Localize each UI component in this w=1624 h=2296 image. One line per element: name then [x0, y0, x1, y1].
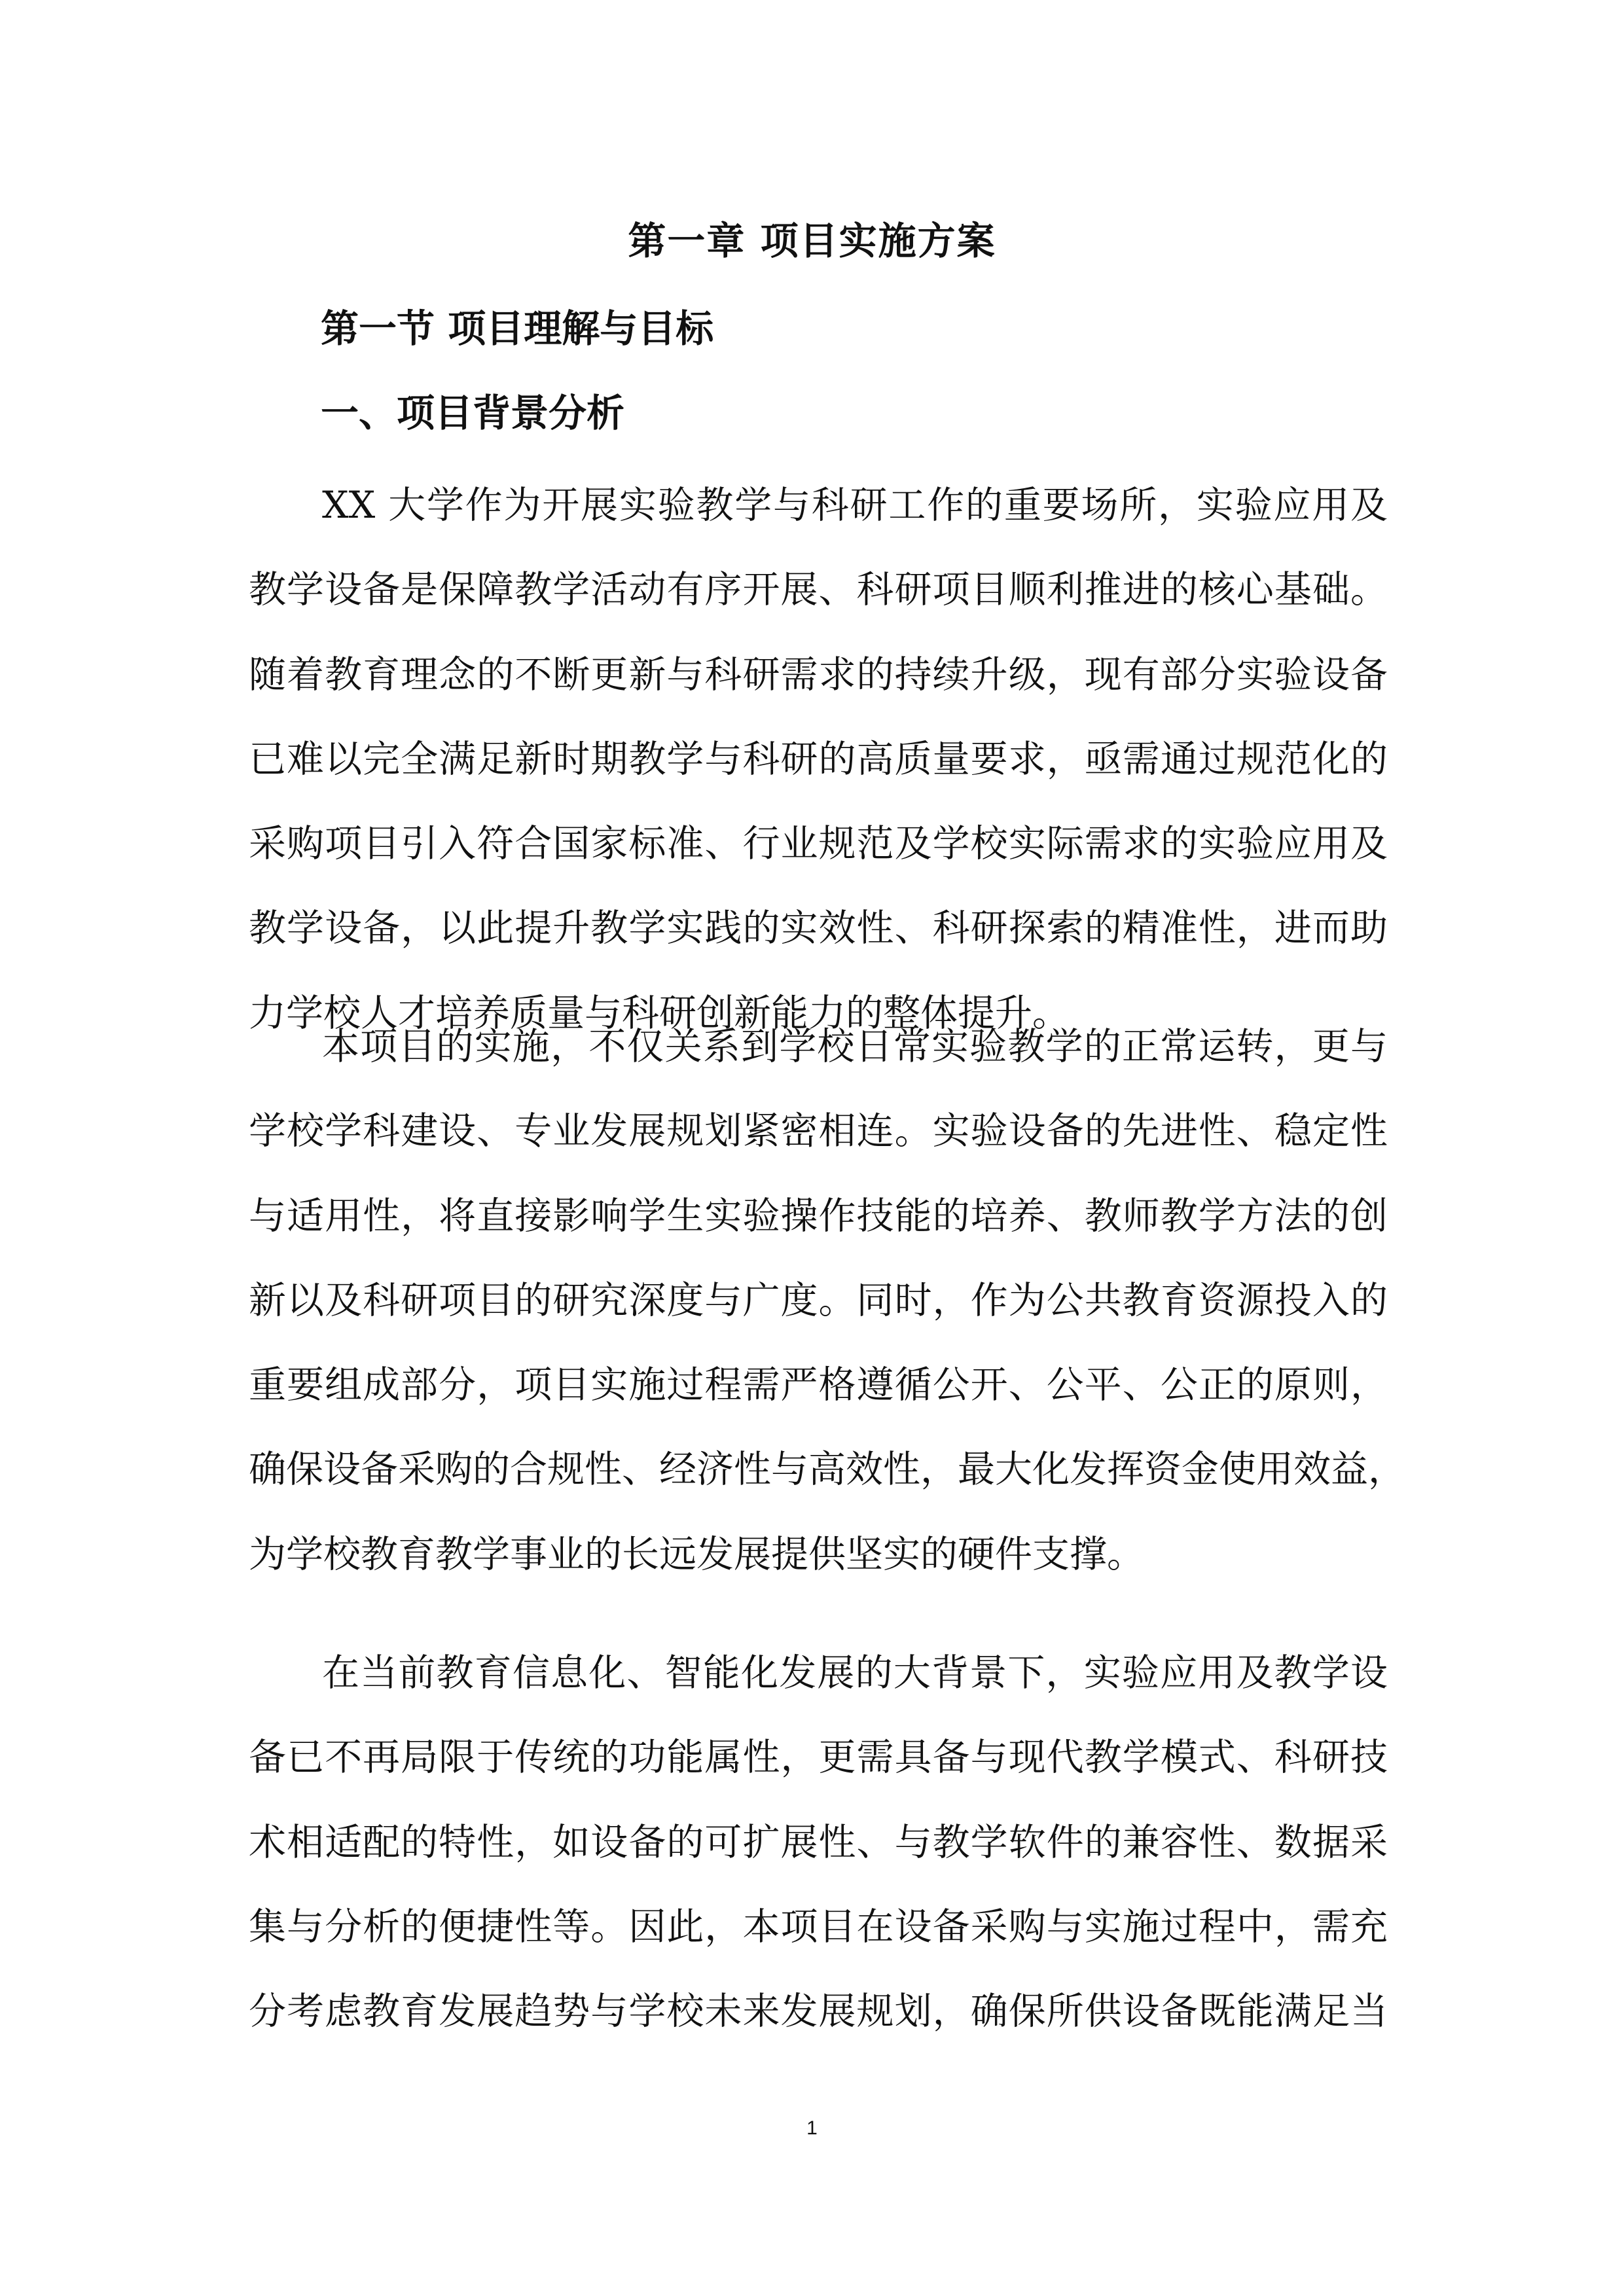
paragraph-line: 采购项目引入符合国家标准、行业规范及学校实际需求的实验应用及: [249, 822, 1388, 866]
paragraph-line: 在当前教育信息化、智能化发展的大背景下，实验应用及教学设: [322, 1651, 1388, 1695]
paragraph-line: 重要组成部分，项目实施过程需严格遵循公开、公平、公正的原则，: [249, 1363, 1388, 1407]
paragraph-line: 备已不再局限于传统的功能属性，更需具备与现代教学模式、科研技: [249, 1736, 1388, 1780]
paragraph-background-3: [249, 1631, 1388, 2054]
subsection-title: 一、项目背景分析: [321, 391, 625, 435]
paragraph-background-2: [249, 1005, 1405, 1597]
page-number: 1: [806, 2117, 818, 2139]
paragraph-line: 集与分析的便捷性等。因此，本项目在设备采购与实施过程中，需充: [249, 1905, 1388, 1948]
paragraph-line: 新以及科研项目的研究深度与广度。同时，作为公共教育资源投入的: [249, 1278, 1388, 1322]
paragraph-line: 教学设备是保障教学活动有序开展、科研项目顺利推进的核心基础。: [249, 568, 1388, 612]
paragraph-line: 教学设备，以此提升教学实践的实效性、科研探索的精准性，进而助: [249, 906, 1388, 950]
paragraph-line: 力学校人才培养质量与科研创新能力的整体提升。: [249, 991, 1070, 1035]
paragraph-line: 与适用性，将直接影响学生实验操作技能的培养、教师教学方法的创: [249, 1194, 1388, 1238]
paragraph-background-1: [249, 463, 1388, 1056]
paragraph-line: 学校学科建设、专业发展规划紧密相连。实验设备的先进性、稳定性: [249, 1109, 1388, 1153]
paragraph-line: 确保设备采购的合规性、经济性与高效性，最大化发挥资金使用效益，: [249, 1448, 1405, 1492]
paragraph-line: 分考虑教育发展趋势与学校未来发展规划，确保所供设备既能满足当: [249, 1990, 1388, 2034]
paragraph-line: 本项目的实施，不仅关系到学校日常实验教学的正常运转，更与: [322, 1025, 1388, 1068]
paragraph-line: XX 大学作为开展实验教学与科研工作的重要场所，实验应用及: [322, 484, 1388, 527]
chapter-title: 第一章 项目实施方案: [628, 219, 996, 263]
paragraph-line: 术相适配的特性，如设备的可扩展性、与教学软件的兼容性、数据采: [249, 1820, 1388, 1864]
paragraph-line: 随着教育理念的不断更新与科研需求的持续升级，现有部分实验设备: [249, 653, 1388, 696]
paragraph-line: 为学校教育教学事业的长远发展提供坚实的硬件支撑。: [249, 1532, 1144, 1576]
paragraph-line: 已难以完全满足新时期教学与科研的高质量要求，亟需通过规范化的: [249, 737, 1388, 781]
section-title: 第一节 项目理解与目标: [321, 306, 714, 351]
